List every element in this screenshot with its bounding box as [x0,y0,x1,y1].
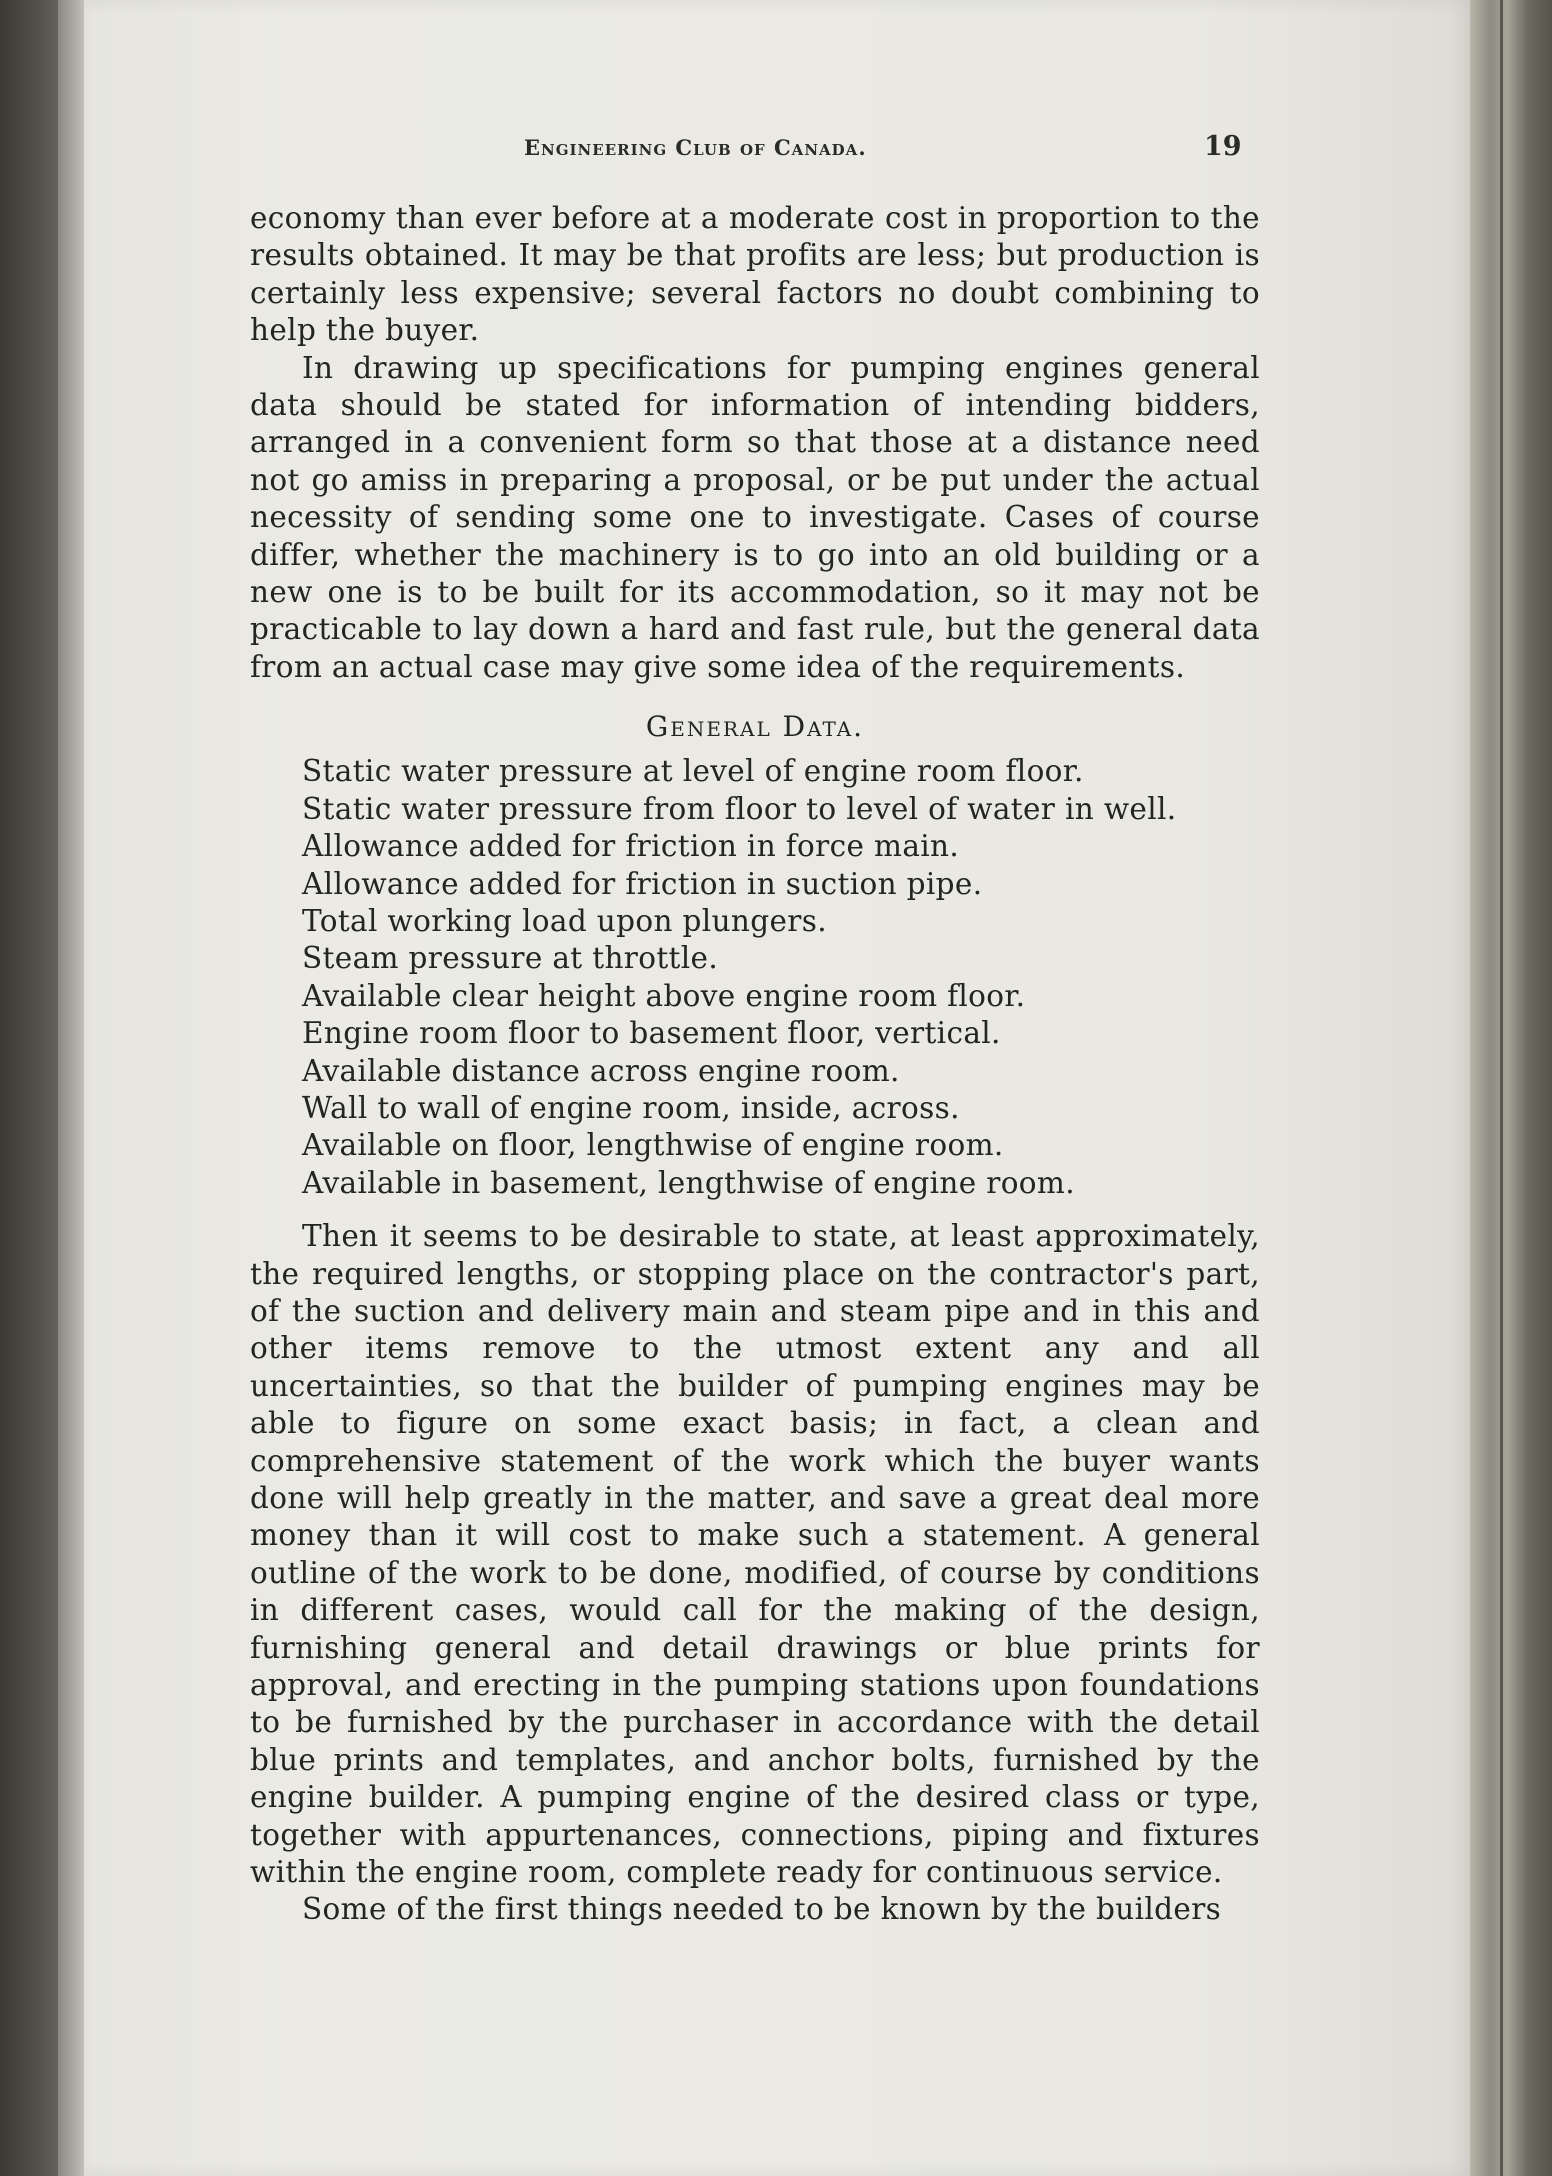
page-edge-line [1500,0,1503,2176]
list-item: Static water pressure from floor to level of water in well. [302,791,1177,826]
page-stack-edge [1470,0,1552,2176]
list-item: Total working load upon plungers. [302,903,827,938]
list-item: Available clear height above engine room floor. [302,978,1026,1013]
list-item: Wall to wall of engine room, inside, across. [302,1090,960,1125]
page-body [250,200,1260,1929]
list-item: Available on floor, lengthwise of engine room. [302,1128,1004,1163]
list-item: Steam pressure at throttle. [302,941,719,976]
running-title: Engineering Club of Canada. [524,135,867,160]
paragraph-builders: Some of the first things needed to be known by the builders [302,1892,1222,1927]
paragraph-continuation: economy than ever before at a moderate cost in proportion to the results obtained. It may be that profits are less; but production is certainly less expensive; several factors no doubt combining to help the buyer. [250,201,1260,348]
list-item: Allowance added for friction in suction pipe. [302,866,983,901]
section-heading-general-data: General Data. [645,710,865,744]
list-item: Allowance added for friction in force main. [302,829,960,864]
page-header [84,131,1470,175]
paragraph-specifications: In drawing up specifications for pumping engines general data should be stated for information of intending bidders, arranged in a convenient form so that those at a distance need not go amiss in preparing a proposal, or be put under the actual necessity of sending some one to investigate. Cases of course differ, whether the machinery is to go into an old building or a new one is to be built for its accommodation, so it may not be practicable to lay down a hard and fast rule, but the general data from an actual case may give some idea of the requirements. [250,350,1260,684]
list-item: Available in basement, lengthwise of engine room. [302,1165,1075,1200]
list-item: Available distance across engine room. [302,1053,900,1088]
page-number: 19 [1204,131,1242,162]
general-data-list [250,753,1260,1202]
list-item: Static water pressure at level of engine room floor. [302,754,1084,789]
list-item: Engine room floor to basement floor, vertical. [302,1016,1001,1051]
paragraph-requirements: Then it seems to be desirable to state, at least approximately, the required lengths, or stopping place on the contractor's part, of the suction and delivery main and steam pipe and in this and other items remove to the utmost extent any and all uncertainties, so that the builder of pumping engines may be able to figure on some exact basis; in fact, a clean and comprehensive statement of the work which the buyer wants done will help greatly in the matter, and save a great deal more money than it will cost to make such a statement. A general outline of the work to be done, modified, of course by conditions in different cases, would call for the making of the design, furnishing general and detail drawings or blue prints for approval, and erecting in the pumping stations upon foundations to be furnished by the purchaser in accordance with the detail blue prints and templates, and anchor bolts, furnished by the engine builder. A pumping engine of the desired class or type, together with appurtenances, connections, piping and fixtures within the engine room, complete ready for continuous service. [250,1219,1260,1890]
